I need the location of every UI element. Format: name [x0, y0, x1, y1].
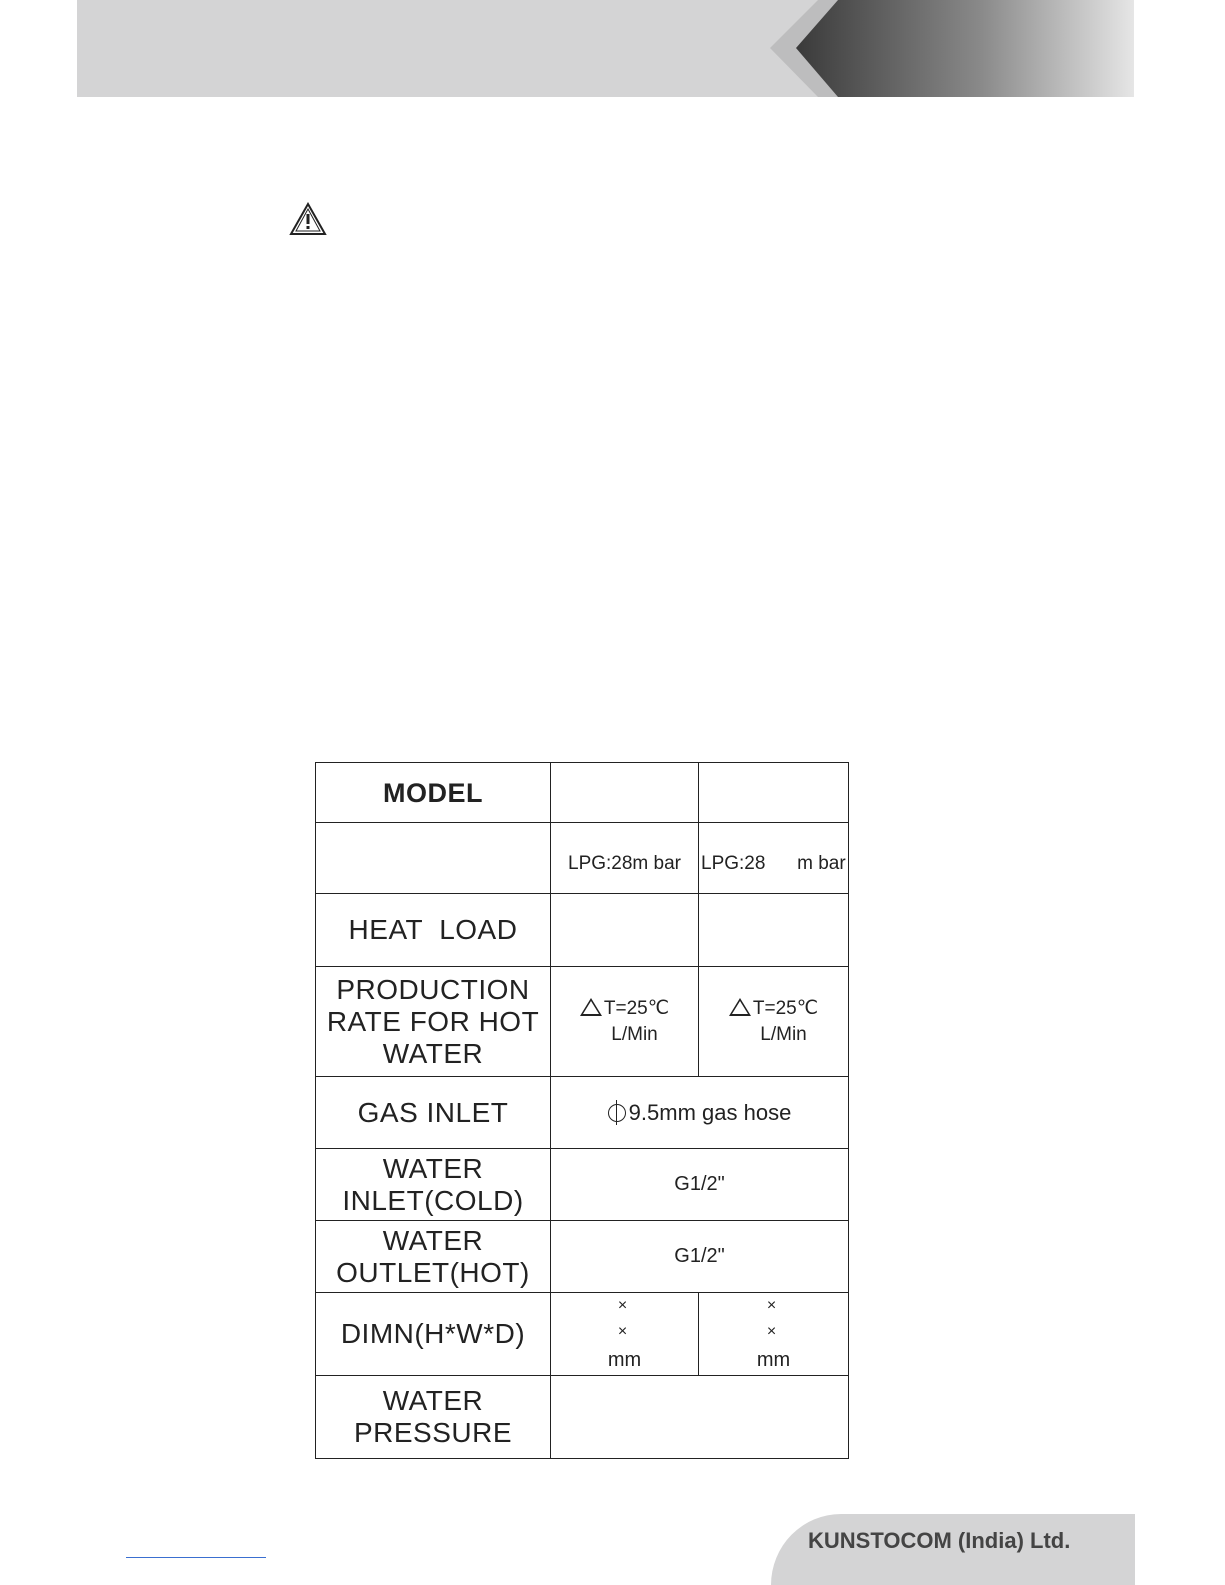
water-inlet-value: G1/2": [551, 1149, 849, 1221]
water-pressure-label: [316, 1376, 551, 1459]
production-label-line1: PRODUCTION: [336, 973, 530, 1005]
delta-t-col1: T=25℃: [603, 997, 670, 1019]
delta-t-col2: T=25℃: [752, 997, 819, 1019]
flow-unit-col2: L/Min: [760, 1023, 807, 1045]
gas-inlet-value: [551, 1077, 849, 1149]
heat-load-col1: [551, 894, 699, 967]
water-outlet-line2: OUTLET(HOT): [336, 1256, 530, 1288]
water-outlet-value: G1/2": [551, 1221, 849, 1293]
heat-load-label: HEAT LOAD: [316, 894, 551, 967]
water-inlet-label: [316, 1149, 551, 1221]
water-outlet-label: [316, 1221, 551, 1293]
dim-unit-col1: mm: [607, 1349, 642, 1371]
model-col2: [699, 763, 849, 823]
header-gradient-tab: [770, 0, 1134, 97]
flow-unit-col1: L/Min: [611, 1023, 658, 1045]
dim-x-col1: × ×: [617, 1297, 662, 1340]
water-outlet-line1: WATER: [382, 1224, 484, 1256]
production-rate-label: [316, 967, 551, 1077]
dimn-col1: [551, 1293, 699, 1376]
water-pressure-value: [551, 1376, 849, 1459]
dim-x-col2: × ×: [766, 1297, 811, 1340]
dimn-label: DIMN(H*W*D): [316, 1293, 551, 1376]
model-col1: [551, 763, 699, 823]
water-inlet-line2: INLET(COLD): [342, 1184, 524, 1216]
water-pressure-line1: WATER: [382, 1385, 484, 1416]
production-label-line2: RATE FOR HOT: [326, 1005, 540, 1037]
table-row: [316, 1293, 849, 1376]
water-pressure-line2: PRESSURE: [353, 1417, 513, 1448]
spec-table: [315, 762, 849, 1459]
production-label-line3: WATER: [382, 1037, 484, 1069]
footer-link-underline[interactable]: [126, 1557, 266, 1558]
delta-icon: [729, 998, 751, 1016]
lpg-col1: LPG:28m bar: [568, 853, 681, 874]
footer-company: KUNSTOCOM (India) Ltd.: [808, 1528, 1071, 1553]
gas-pressure-col2: [699, 823, 849, 894]
gas-pressure-col1: [551, 823, 699, 894]
delta-icon: [580, 998, 602, 1016]
gas-type-label: [316, 823, 551, 894]
table-row: [316, 967, 849, 1077]
gas-inlet-label: GAS INLET: [316, 1077, 551, 1149]
diameter-icon: [608, 1104, 626, 1122]
model-label: MODEL: [316, 763, 551, 823]
production-rate-col1: [551, 967, 699, 1077]
table-row: [316, 823, 849, 894]
dimn-col2: [699, 1293, 849, 1376]
gas-inlet-text: 9.5mm gas hose: [628, 1099, 792, 1125]
heat-load-col2: [699, 894, 849, 967]
table-row: [316, 1149, 849, 1221]
warning-icon: [289, 202, 327, 236]
dim-unit-col2: mm: [756, 1349, 791, 1371]
table-row: [316, 1376, 849, 1459]
water-inlet-line1: WATER: [382, 1152, 484, 1184]
lpg-col2: LPG:28 m bar: [701, 853, 846, 874]
table-row: [316, 1077, 849, 1149]
table-row: [316, 1221, 849, 1293]
table-row: [316, 763, 849, 823]
production-rate-col2: [699, 967, 849, 1077]
table-row: [316, 894, 849, 967]
